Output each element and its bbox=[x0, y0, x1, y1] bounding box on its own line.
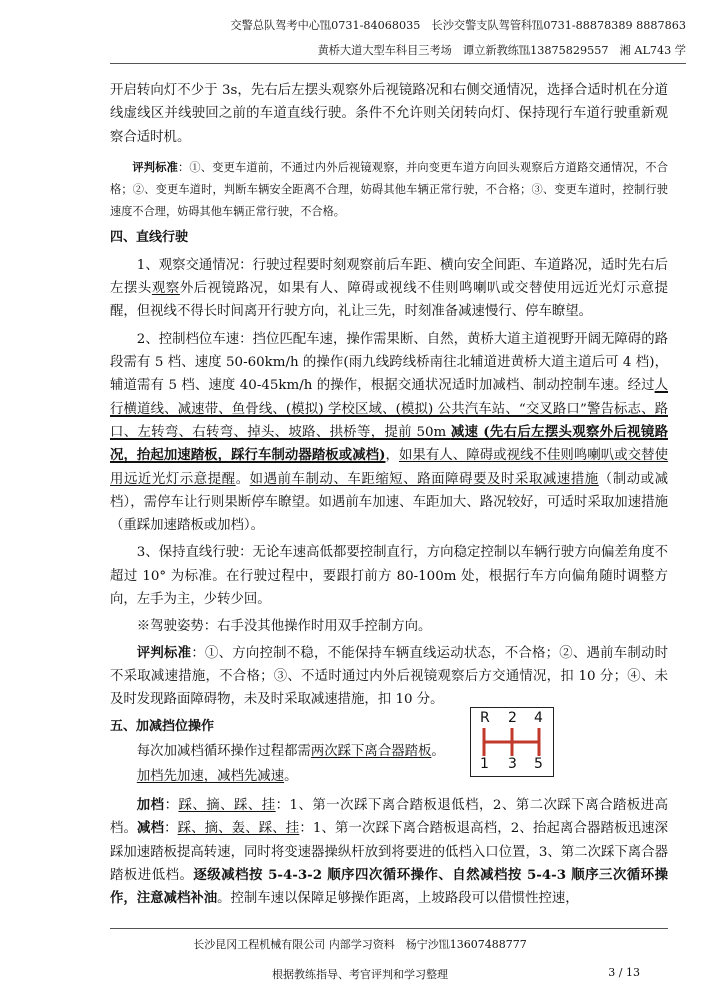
footer-source-line: 根据教练指导、考官评判和学习整理 bbox=[272, 968, 448, 981]
paragraph-observe-traffic bbox=[110, 254, 668, 324]
header-contact-line-2: 黄桥大道大型车科目三考场 谭立新教练℡13875829557 湘 AL743 学 bbox=[317, 44, 686, 57]
underlined-text: 人行横道线、减速带、鱼骨线、(模拟) 学校区域、(模拟) 公共汽车站、“交叉路口”警告标志、路口、左转弯、右转弯、掉头、坡路、拱桥等，提前 50m bbox=[110, 378, 668, 440]
underlined-text: 两次踩下离合器踏板 bbox=[310, 743, 432, 759]
bold-underlined-text: 减速 (先右后左摆头观察外后视镜路况，抬起加速踏板，踩行车制动器踏板或减档) bbox=[110, 423, 669, 464]
text-span: ：1、第一次踩下离合踏板退低档，2、第二次踩下离合踏板进高档。 bbox=[110, 798, 669, 837]
gear-label-4: 4 bbox=[534, 710, 543, 726]
text-span: 。控制车速以保障足够操作距离，上坡路段可以借惯性控速， bbox=[217, 891, 579, 907]
page-number: 3 / 13 bbox=[608, 966, 640, 979]
paragraph-straight-line: 3、保持直线行驶：无论车速高低都要控制直行，方向稳定控制以车辆行驶方向偏差角度不超过 10° 为标准。在行驶过程中，要跟打前方 80-100m 处，根据行车方向偏角随时调整方向，左手为主，少转少回。 bbox=[110, 545, 668, 608]
gear-label-1: 1 bbox=[480, 756, 489, 772]
bold-text: 减档 bbox=[137, 820, 165, 837]
text-span: 2、控制档位车速：挡位匹配车速，操作需果断、自然，黄桥大道主道视野开阔无障碍的路段需有 5 档、速度 50-60km/h 的操作(雨九线跨线桥南往北辅道进黄桥大道主道后可 4 档)，辅道需有 5 档、速度 40-45km/h 的操作，根据交通状况适时加减档、制动控制车速。经过 bbox=[110, 331, 668, 394]
paragraph-driving-posture: ※驾驶姿势：右手没其他操作时用双手控制方向。 bbox=[136, 619, 432, 635]
text-span: 每次加减档循环操作过程都需 bbox=[136, 743, 311, 759]
bold-text: 逐级减档按 5-4-3-2 顺序四次循环操作、自然减档按 5-4-3 顺序三次循环操作，注意减档补油 bbox=[110, 867, 669, 907]
bold-text: 加档 bbox=[136, 797, 165, 814]
text-span: （制动或减档），需停车让行则果断停车瞭望。如遇前车加速、车距加大、路况较好，可适时采取加速措施（重踩加速踏板或加档）。 bbox=[110, 471, 669, 534]
footer-company-line: 长沙昆冈工程机械有限公司 内部学习资料 杨宁沙℡13607488777 bbox=[193, 938, 527, 951]
header-divider bbox=[110, 63, 686, 64]
underlined-text: 如果有人、障碍或视线不佳则鸣喇叭或交替使用远近光灯示意提醒 bbox=[110, 448, 669, 487]
text-span: 。 bbox=[235, 471, 250, 487]
section-heading-4: 四、直线行驶 bbox=[110, 229, 189, 245]
underlined-text: 如遇前车制动、车距缩短、路面障碍要及时采取减速措施 bbox=[249, 471, 599, 487]
page-header bbox=[0, 0, 720, 72]
text-span: ： bbox=[164, 798, 179, 814]
footer-divider bbox=[110, 928, 668, 929]
text-span: ， bbox=[385, 448, 399, 464]
gear-label-r: R bbox=[480, 710, 490, 726]
text-span: 。 bbox=[284, 768, 298, 784]
text-span: 外后视镜路况，如果有人、障碍或视线不佳则鸣喇叭或交替使用远近光灯示意提醒，但视线不得长时间离开行驶方向，礼让三先，时刻准备减速慢行、停车瞭望。 bbox=[110, 281, 669, 320]
paragraph-gear-speed bbox=[110, 328, 668, 538]
text-span: ： bbox=[164, 821, 178, 837]
text-span: 1、观察交通情况：行驶过程要时刻观察前后车距、横向安全间距、车道路况，适时先右后左摆头 bbox=[110, 257, 668, 297]
underlined-text: 加档先加速，减档先减速 bbox=[136, 768, 285, 784]
criteria-text: ：①、变更车道前，不通过内外后视镜观察，并向变更车道方向回头观察后方道路交通情况，不合格；②、变更车道时，判断车辆安全距离不合理，妨碍其他车辆正常行驶，不合格；③、变更车道时，控制行驶速度不合理，妨碍其他车辆正常行驶，不合格。 bbox=[110, 160, 668, 218]
paragraph-lane-return: 开启转向灯不少于 3s，先右后左摆头观察外后视镜路况和右侧交通情况，选择合适时机在分道线虚线区并线驶回之前的车道直线行驶。条件不允许则关闭转向灯、保持现行车道行驶重新观察合适时机。 bbox=[110, 83, 668, 145]
gear-label-2: 2 bbox=[508, 710, 517, 726]
gear-label-3: 3 bbox=[508, 756, 517, 772]
criteria-text: ：①、方向控制不稳，不能保持车辆直线运动状态，不合格；②、遇前车制动时不采取减速措施，不合格；③、不适时通过内外后视镜观察后方交通情况，扣 10 分；④、未及时发现路面障碍物，未及时采取减速措施，扣 10 分。 bbox=[110, 645, 669, 708]
criteria-label: 评判标准 bbox=[136, 644, 192, 661]
document-body bbox=[110, 72, 668, 911]
gear-label-5: 5 bbox=[534, 756, 543, 772]
criteria-label: 评判标准 bbox=[132, 159, 178, 174]
underlined-text: 观察 bbox=[151, 281, 180, 297]
paragraph-accelerate-first bbox=[110, 765, 668, 788]
text-span: 。 bbox=[431, 743, 445, 759]
underlined-text: 踩、摘、踩、挂 bbox=[178, 798, 276, 814]
paragraph-shift-steps bbox=[110, 794, 668, 910]
section-heading-5: 五、加减挡位操作 bbox=[110, 718, 215, 734]
criteria-lane-change bbox=[110, 156, 668, 223]
text-span: ：1、第一次踩下离合踏板退高档，2、抬起离合器踏板迅速深踩加速踏板提高转速，同时将变速器操纵杆放到将要进的低档入口位置，3、第二次踩下离合器踏板进低档。 bbox=[110, 821, 669, 884]
gear-shift-diagram bbox=[470, 707, 554, 777]
criteria-straight-driving bbox=[110, 642, 668, 712]
underlined-text: 踩、摘、轰、踩、挂 bbox=[177, 821, 300, 837]
paragraph-clutch-twice bbox=[110, 740, 668, 763]
header-contact-line-1: 交警总队驾考中心℡0731-84068035 长沙交警支队驾管科℡0731-88878389 8887863 bbox=[230, 19, 686, 32]
